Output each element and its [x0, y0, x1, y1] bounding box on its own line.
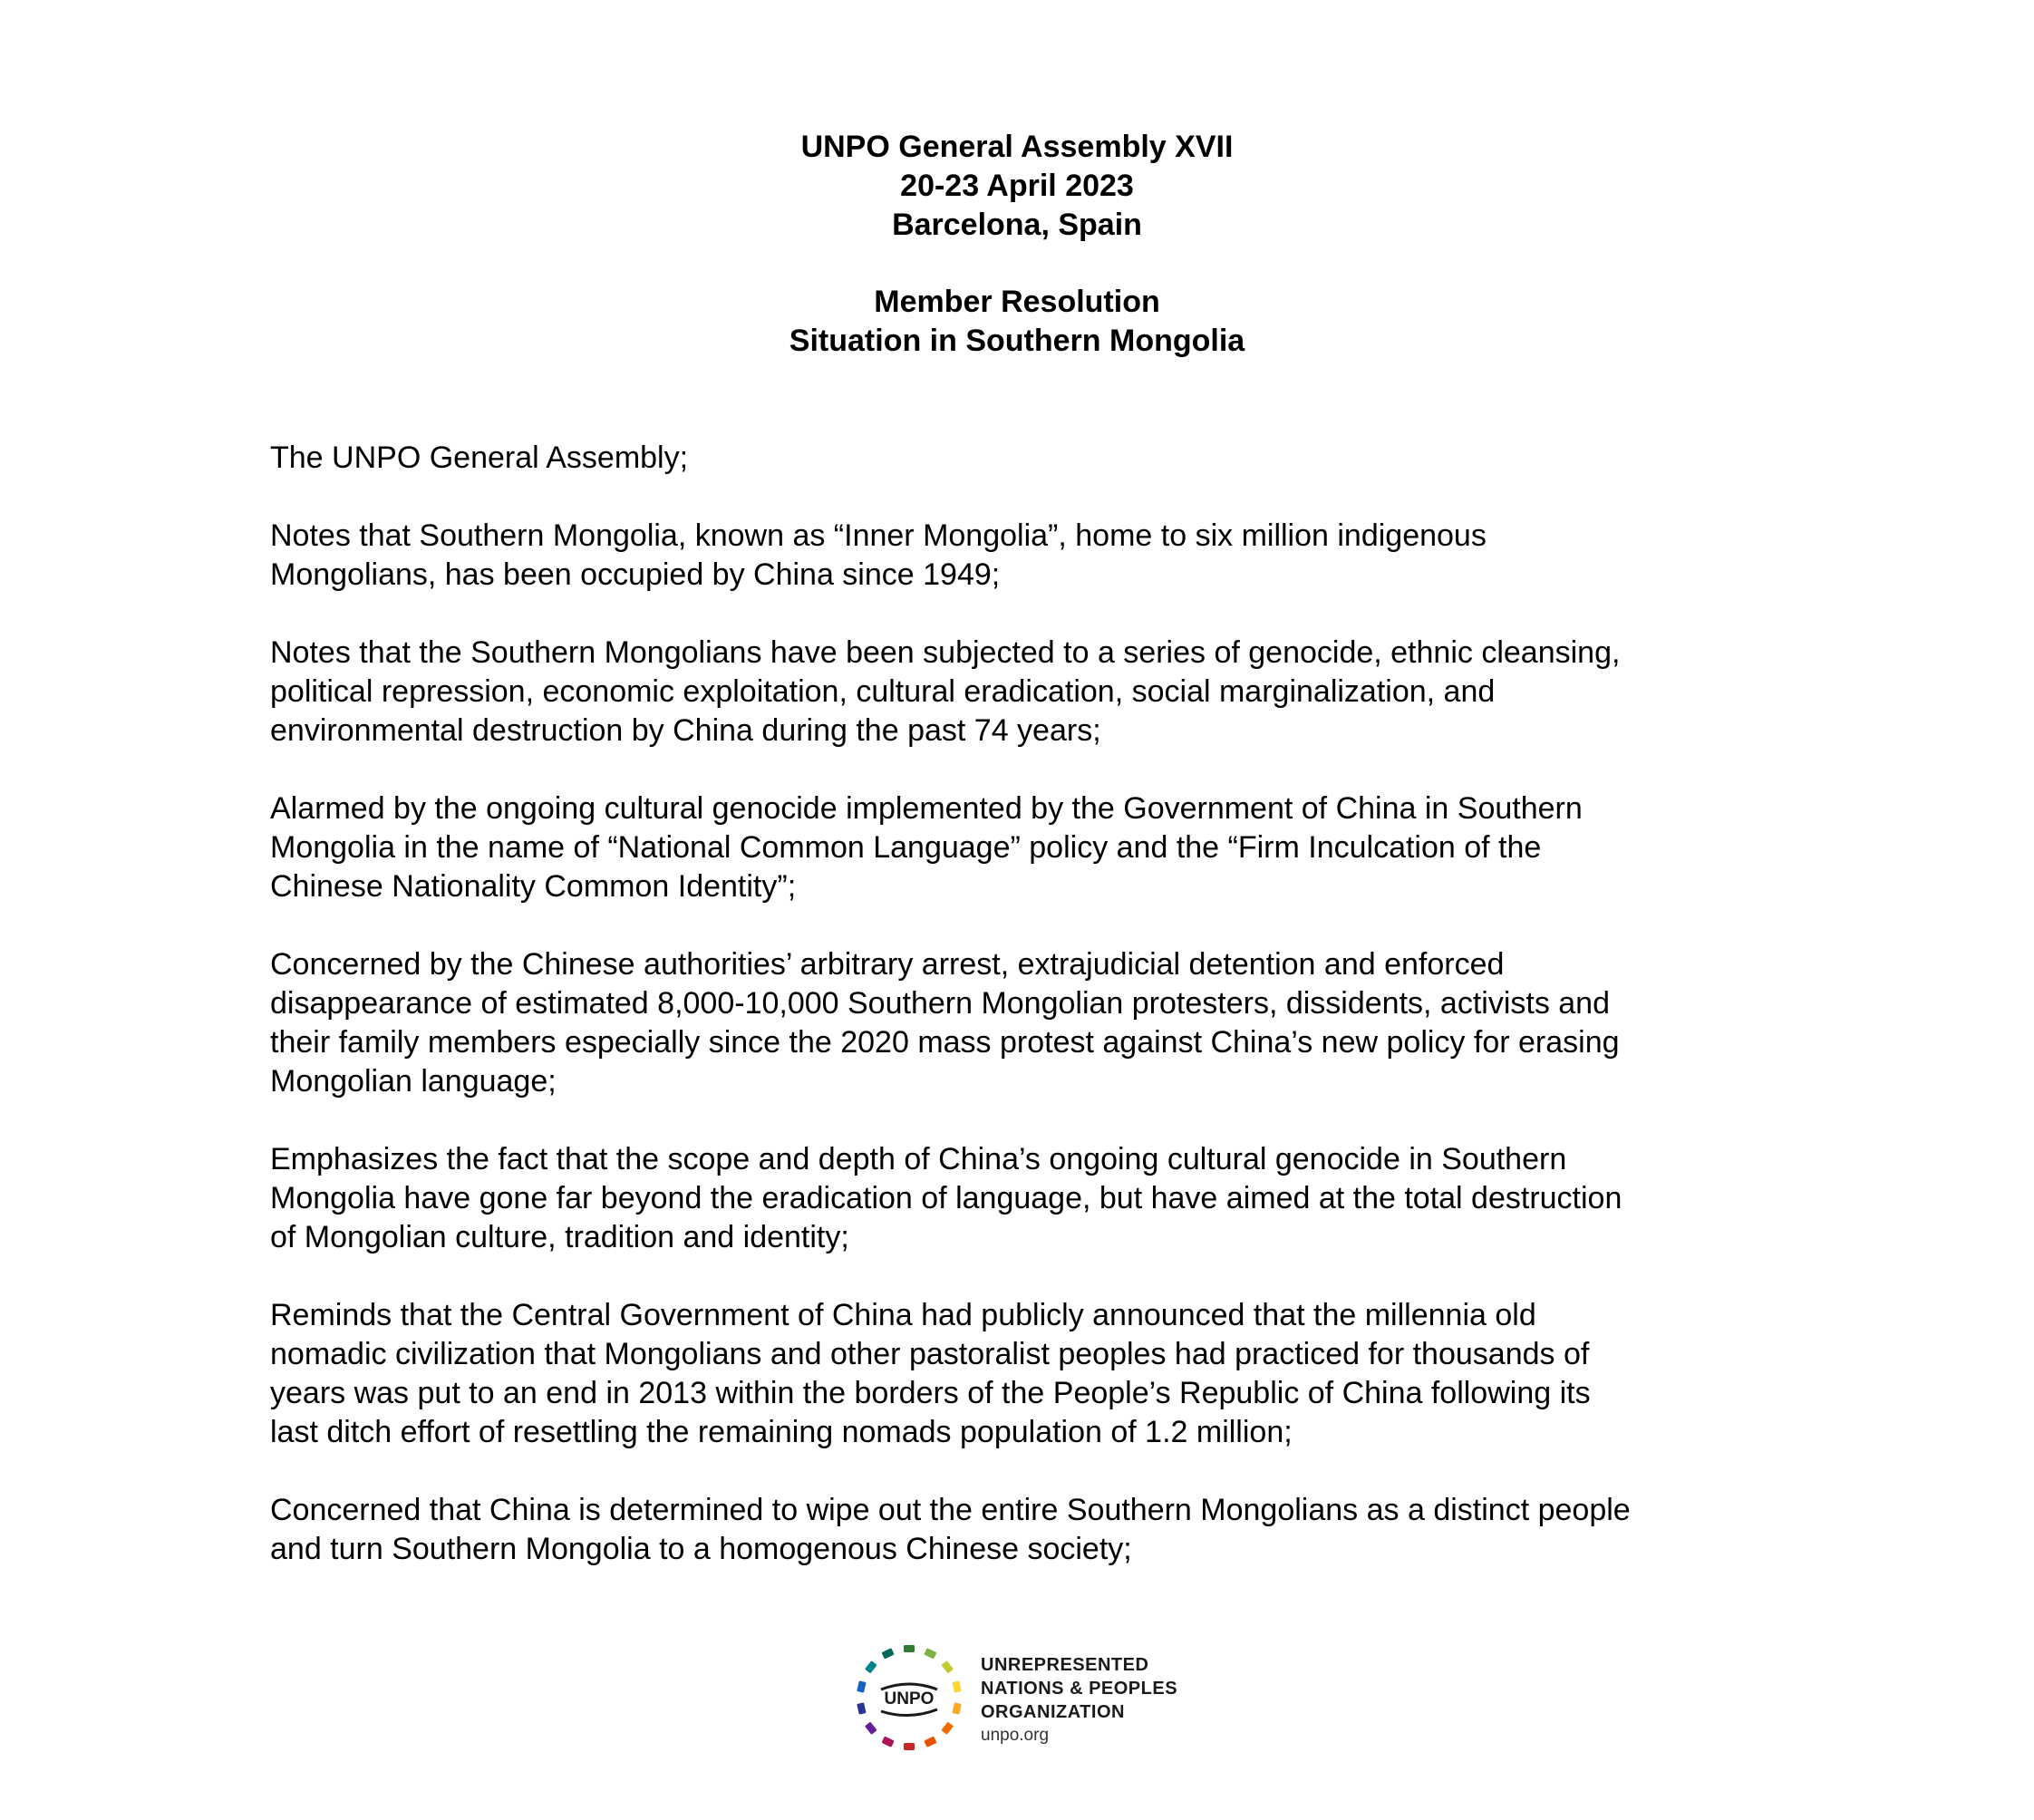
- logo-ring-segment: [865, 1722, 877, 1735]
- logo-ring-segment: [924, 1648, 936, 1659]
- logo-swoosh-bottom: [881, 1709, 937, 1716]
- assembly-title: UNPO General Assembly XVII: [800, 130, 1234, 164]
- text-line: Mongolia have gone far beyond the eradication of language, but have aimed at the total destruction: [270, 1181, 1622, 1215]
- paragraph-emphasizes: [270, 1140, 1811, 1257]
- text-line: Notes that Southern Mongolia, known as “Inner Mongolia”, home to six million indigenous: [270, 518, 1487, 553]
- paragraph-notes-occupation: [270, 517, 1811, 595]
- text-line: last ditch effort of resettling the remaining nomads population of 1.2 million;: [270, 1415, 1293, 1449]
- paragraph-concerned-arrests: [270, 945, 1811, 1101]
- logo-ring-segment: [865, 1660, 877, 1673]
- logo-mark-text: UNPO: [884, 1689, 935, 1709]
- logo-url: unpo.org: [981, 1726, 1050, 1745]
- assembly-header: [0, 128, 2034, 245]
- assembly-dates: 20-23 April 2023: [900, 169, 1134, 203]
- text-line: Chinese Nationality Common Identity”;: [270, 869, 797, 904]
- logo-name-line: ORGANIZATION: [981, 1702, 1125, 1722]
- text-line: Concerned by the Chinese authorities’ arbitrary arrest, extrajudicial detention and enforced: [270, 947, 1505, 982]
- logo-ring-segment: [952, 1702, 961, 1714]
- resolution-header: [0, 283, 2034, 361]
- text-line: Notes that the Southern Mongolians have been subjected to a series of genocide, ethnic cleansing,: [270, 635, 1621, 670]
- logo-ring-segment: [881, 1736, 894, 1747]
- resolution-title: Situation in Southern Mongolia: [789, 324, 1245, 358]
- logo-ring-segment: [904, 1645, 915, 1652]
- text-line: Reminds that the Central Government of China had publicly announced that the millennia old: [270, 1298, 1536, 1332]
- text-line: and turn Southern Mongolia to a homogenous Chinese society;: [270, 1532, 1132, 1566]
- logo-ring-segment: [881, 1648, 894, 1659]
- text-line: Mongolians, has been occupied by China since 1949;: [270, 557, 1001, 592]
- text-line: Alarmed by the ongoing cultural genocide implemented by the Government of China in Southern: [270, 791, 1583, 826]
- logo-ring-segment: [941, 1660, 954, 1673]
- logo-wordmark: [981, 1653, 1177, 1747]
- text-line: nomadic civilization that Mongolians and other pastoralist peoples had practiced for thousands of: [270, 1337, 1590, 1371]
- text-line: The UNPO General Assembly;: [270, 440, 689, 475]
- paragraph-preamble: [270, 439, 1811, 478]
- logo-name-line: NATIONS & PEOPLES: [981, 1679, 1178, 1699]
- logo-ring-segment: [941, 1722, 954, 1735]
- text-line: environmental destruction by China during the past 74 years;: [270, 713, 1101, 748]
- text-line: years was put to an end in 2013 within the borders of the People’s Republic of China following its: [270, 1376, 1591, 1410]
- resolution-type: Member Resolution: [874, 285, 1160, 319]
- logo-ring-segment: [904, 1743, 915, 1750]
- text-line: Mongolian language;: [270, 1064, 557, 1099]
- unpo-logo-mark-icon: [850, 1639, 968, 1757]
- paragraph-notes-repression: [270, 634, 1811, 750]
- text-line: Concerned that China is determined to wipe out the entire Southern Mongolians as a distinct people: [270, 1493, 1631, 1527]
- resolution-body: [270, 439, 1811, 1608]
- logo-ring-segment: [924, 1736, 936, 1747]
- text-line: Mongolia in the name of “National Common Language” policy and the “Firm Inculcation of the: [270, 830, 1542, 865]
- logo-name-line: UNREPRESENTED: [981, 1655, 1149, 1675]
- text-line: Emphasizes the fact that the scope and depth of China’s ongoing cultural genocide in Southern: [270, 1142, 1567, 1176]
- unpo-logo: [850, 1639, 1213, 1766]
- text-line: political repression, economic exploitation, cultural eradication, social marginalization, and: [270, 674, 1496, 709]
- logo-ring-segment: [857, 1702, 866, 1714]
- text-line: of Mongolian culture, tradition and identity;: [270, 1220, 849, 1254]
- paragraph-alarmed: [270, 789, 1811, 906]
- logo-ring-segment: [952, 1680, 961, 1692]
- text-line: disappearance of estimated 8,000-10,000 Southern Mongolian protesters, dissidents, activists and: [270, 986, 1611, 1021]
- text-line: their family members especially since the 2020 mass protest against China’s new policy for erasing: [270, 1025, 1620, 1060]
- logo-ring-segment: [857, 1680, 866, 1692]
- paragraph-reminds: [270, 1296, 1811, 1452]
- paragraph-concerned-homogenization: [270, 1491, 1811, 1569]
- assembly-location: Barcelona, Spain: [892, 208, 1142, 242]
